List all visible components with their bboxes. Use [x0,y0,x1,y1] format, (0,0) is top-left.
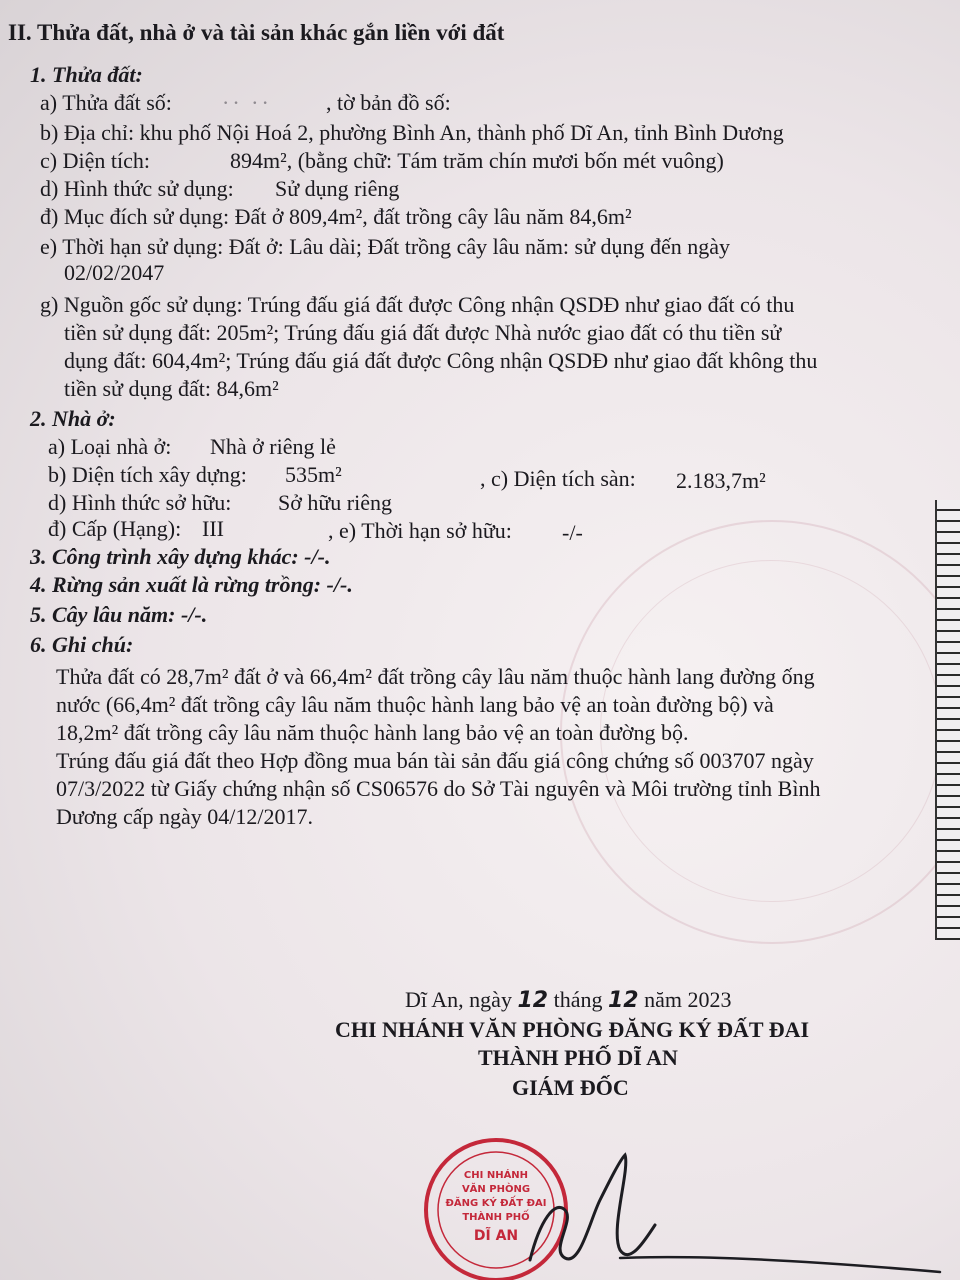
ownership-term-label: , e) Thời hạn sở hữu: [328,518,512,543]
origin-line: g) Nguồn gốc sử dụng: Trúng đấu giá đất được Công nhận QSDĐ như giao đất có thu [40,292,795,317]
notes-heading: 6. Ghi chú: [30,632,134,657]
area-value: 894m², (bằng chữ: Tám trăm chín mươi bốn mét vuông) [230,148,724,173]
seal-line: THÀNH PHỐ [462,1212,530,1223]
place-date-prefix: Dĩ An, ngày [405,987,512,1012]
use-term-date: 02/02/2047 [64,260,165,285]
origin-line: tiền sử dụng đất: 205m²; Trúng đấu giá đất được Nhà nước giao đất có thu tiền sử [64,320,782,345]
seal-line: DĨ AN [473,1228,519,1244]
map-sheet-label: , tờ bản đồ số: [326,90,451,115]
house-heading: 2. Nhà ở: [30,406,116,431]
build-area-label: b) Diện tích xây dựng: [48,462,247,487]
perennial-trees: 5. Cây lâu năm: -/-. [30,602,208,627]
address: b) Địa chỉ: khu phố Nội Hoá 2, phường Bình An, thành phố Dĩ An, tỉnh Bình Dương [40,120,784,145]
seal-line: CHI NHÁNH [463,1170,529,1181]
use-form-value: Sử dụng riêng [275,176,400,201]
land-heading: 1. Thửa đất: [30,62,143,87]
seal-line: VĂN PHÒNG [461,1184,531,1195]
month-handwritten: 12 [607,988,639,1013]
note-line: nước (66,4m² đất trồng cây lâu năm thuộc hành lang bảo vệ an toàn đường bộ) và [56,692,774,717]
office-name: CHI NHÁNH VĂN PHÒNG ĐĂNG KÝ ĐẤT ĐAI [335,1017,810,1042]
director-title: GIÁM ĐỐC [512,1075,629,1100]
note-line: Dương cấp ngày 04/12/2017. [56,804,313,829]
seal-line: ĐĂNG KÝ ĐẤT ĐAI [445,1198,547,1209]
build-area-value: 535m² [285,462,342,487]
origin-line: dụng đất: 604,4m²; Trúng đấu giá đất được Công nhận QSDĐ như giao đất không thu [64,348,818,373]
parcel-number-value: ·· ·· [222,90,272,115]
month-label: tháng [553,987,603,1012]
grade-label: đ) Cấp (Hạng): [48,516,182,541]
house-type-value: Nhà ở riêng lẻ [210,434,336,459]
house-type-label: a) Loại nhà ở: [48,434,172,459]
floor-area-label: , c) Diện tích sàn: [480,466,636,491]
day-handwritten: 12 [517,988,549,1013]
area-label: c) Diện tích: [40,148,150,173]
ownership-term-value: -/- [562,520,583,545]
note-line: Trúng đấu giá đất theo Hợp đồng mua bán tài sản đấu giá công chứng số 003707 ngày [56,748,814,773]
ownership-value: Sở hữu riêng [278,490,392,515]
signoff-date [405,987,731,1014]
use-term: e) Thời hạn sử dụng: Đất ở: Lâu dài; Đất trồng cây lâu năm: sử dụng đến ngày [40,234,731,259]
ownership-label: d) Hình thức sở hữu: [48,490,232,515]
note-line: Thửa đất có 28,7m² đất ở và 66,4m² đất trồng cây lâu năm thuộc hành lang đường ống [56,664,815,689]
parcel-number-label: a) Thửa đất số: [40,90,172,115]
signature-icon [470,1140,950,1280]
other-works: 3. Công trình xây dựng khác: -/-. [30,544,331,569]
use-form-label: d) Hình thức sử dụng: [40,176,234,201]
origin-line: tiền sử dụng đất: 84,6m² [64,376,279,401]
security-strip [935,500,960,940]
production-forest: 4. Rừng sản xuất là rừng trồng: -/-. [30,572,353,597]
note-line: 18,2m² đất trồng cây lâu năm thuộc hành lang bảo vệ an toàn đường bộ. [56,720,689,745]
note-line: 07/3/2022 từ Giấy chứng nhận số CS06576 do Sở Tài nguyên và Môi trường tỉnh Bình [56,776,821,801]
floor-area-value: 2.183,7m² [676,468,766,493]
grade-value: III [202,516,224,541]
year: năm 2023 [644,987,732,1012]
land-purpose: đ) Mục đích sử dụng: Đất ở 809,4m², đất trồng cây lâu năm 84,6m² [40,204,632,229]
section-title: II. Thửa đất, nhà ở và tài sản khác gắn liền với đất [8,20,505,45]
office-city: THÀNH PHỐ DĨ AN [478,1045,678,1070]
